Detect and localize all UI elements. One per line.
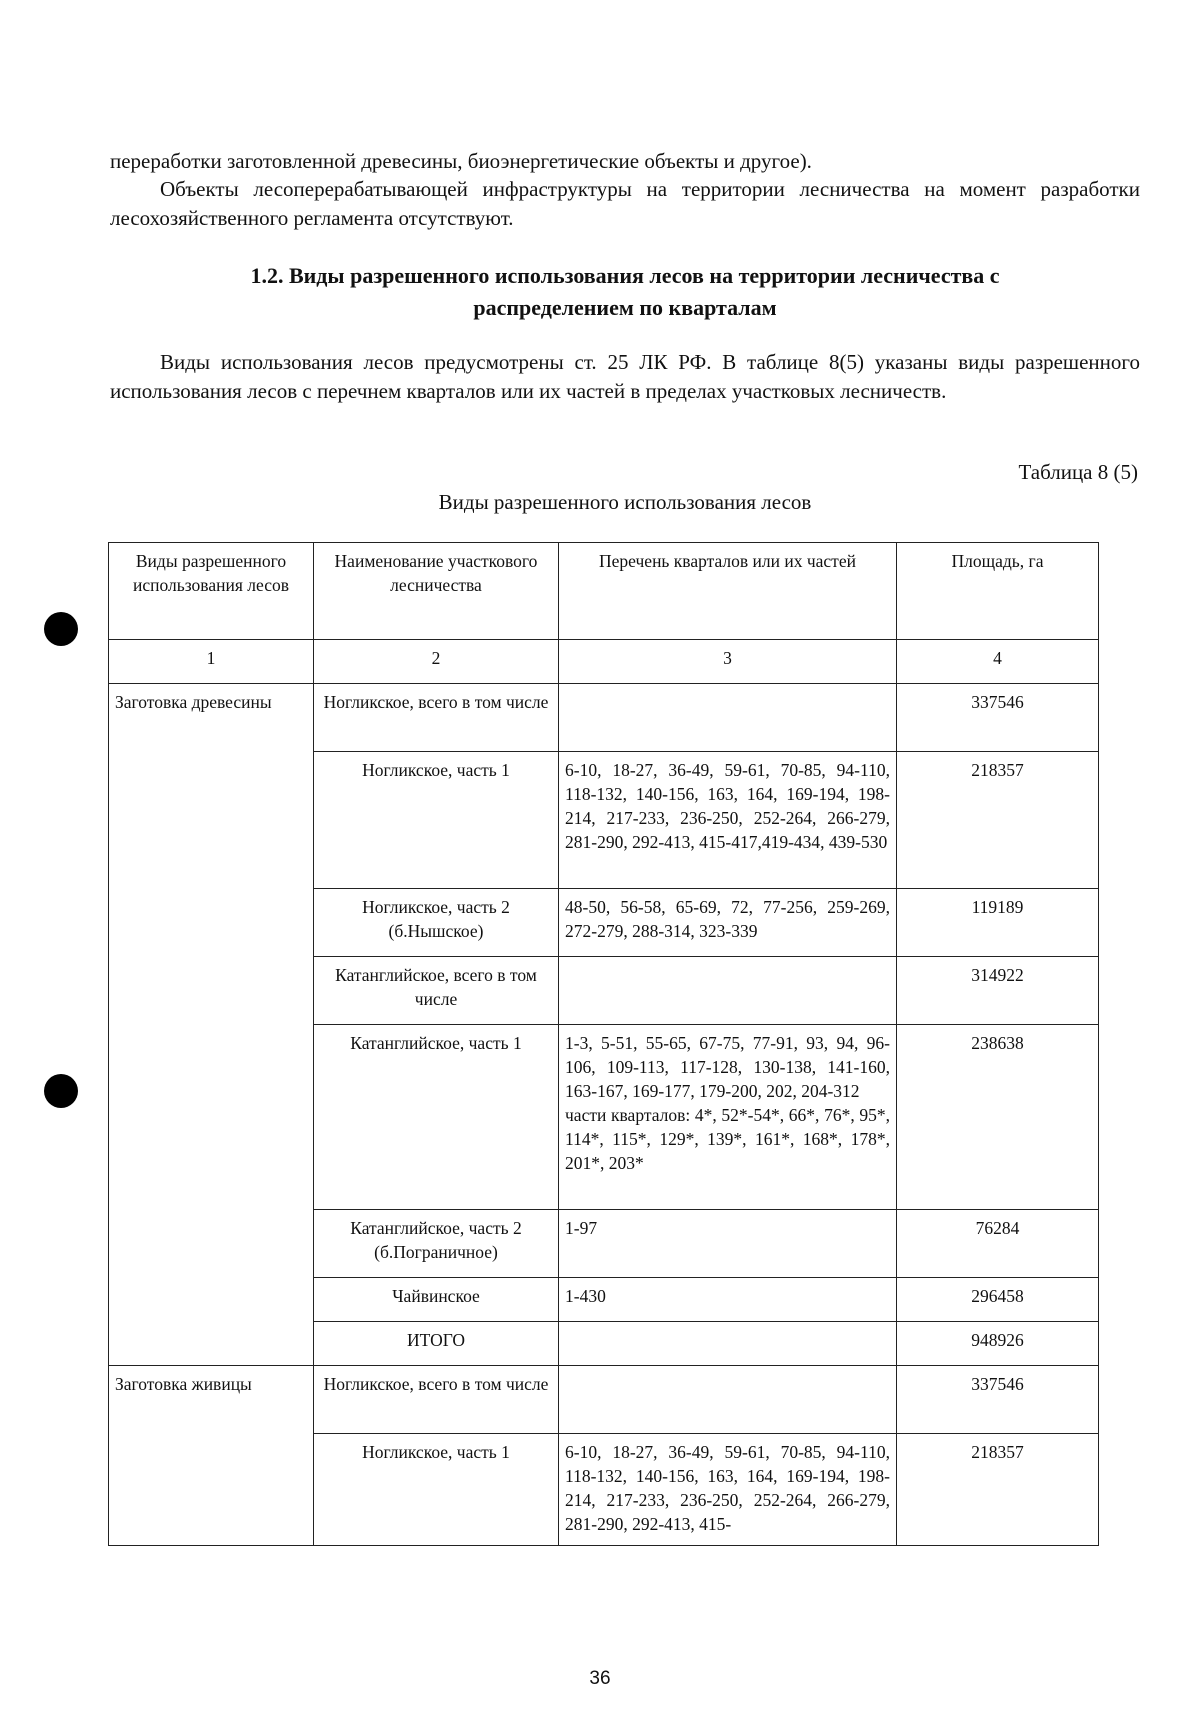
col-number-2: 2 [314, 640, 559, 684]
forestry-name: Катанглийское, часть 2 (б.Пограничное) [314, 1210, 559, 1278]
area-value: 238638 [897, 1025, 1099, 1210]
total-quarters [559, 1322, 897, 1366]
area-value: 314922 [897, 957, 1099, 1025]
forestry-name: Чайвинское [314, 1278, 559, 1322]
header-col1: Виды разрешенного использования лесов [109, 543, 314, 640]
table-caption: Виды разрешенного использования лесов [438, 490, 812, 514]
col-number-4: 4 [897, 640, 1099, 684]
area-value: 337546 [897, 1366, 1099, 1434]
area-value: 296458 [897, 1278, 1099, 1322]
table-header-row [109, 543, 1099, 640]
table-row [109, 684, 1099, 752]
area-value: 337546 [897, 684, 1099, 752]
quarters-cell [559, 1025, 897, 1210]
land-use-table [108, 542, 1099, 1546]
total-area: 948926 [897, 1322, 1099, 1366]
area-value: 218357 [897, 1434, 1099, 1546]
quarters-list [559, 957, 897, 1025]
header-col4: Площадь, га [897, 543, 1099, 640]
quarters-list: 1-430 [559, 1278, 897, 1322]
page-number: 36 [589, 1668, 611, 1689]
quarters-list: 1-97 [559, 1210, 897, 1278]
quarters-list: 48-50, 56-58, 65-69, 72, 77-256, 259-269, 272-279, 288-314, 323-339 [559, 889, 897, 957]
forestry-name: Ногликское, всего в том числе [314, 684, 559, 752]
area-value: 218357 [897, 752, 1099, 889]
section-heading [110, 260, 1140, 324]
punch-hole-top [44, 612, 78, 646]
area-value: 76284 [897, 1210, 1099, 1278]
section-heading-line2: распределением по кварталам [473, 295, 777, 320]
quarters-list [559, 1366, 897, 1434]
quarters-list [559, 684, 897, 752]
table-number: Таблица 8 (5) [1018, 460, 1138, 484]
col-number-1: 1 [109, 640, 314, 684]
area-value: 119189 [897, 889, 1099, 957]
intro-paragraph: Объекты лесоперерабатывающей инфраструктуры на территории лесничества на момент разработки лесохозяйственного регламента отсутствуют. [110, 177, 1140, 230]
header-col2: Наименование участкового лесничества [314, 543, 559, 640]
forestry-name: Ногликское, часть 1 [314, 1434, 559, 1546]
quarters-list: 1-3, 5-51, 55-65, 67-75, 77-91, 93, 94, 96-106, 109-113, 117-128, 130-138, 141-160, 163-167, 169-177, 179-200, 202, 204-312 [565, 1033, 890, 1101]
total-label: ИТОГО [314, 1322, 559, 1366]
punch-hole-bottom [44, 1074, 78, 1108]
forestry-name: Ногликское, всего в том числе [314, 1366, 559, 1434]
use-type-cell: Заготовка живицы [109, 1366, 314, 1546]
section-paragraph: Виды использования лесов предусмотрены ст. 25 ЛК РФ. В таблице 8(5) указаны виды разрешенного использования лесов с перечнем кварталов или их частей в пределах участковых лесничеств. [110, 350, 1140, 403]
column-number-row [109, 640, 1099, 684]
forestry-name: Ногликское, часть 2 (б.Нышское) [314, 889, 559, 957]
section-heading-line1: 1.2. Виды разрешенного использования лесов на территории лесничества с [250, 263, 1000, 288]
header-col3: Перечень кварталов или их частей [559, 543, 897, 640]
forestry-name: Катанглийское, всего в том числе [314, 957, 559, 1025]
quarters-list: 6-10, 18-27, 36-49, 59-61, 70-85, 94-110, 118-132, 140-156, 163, 164, 169-194, 198-214, 217-233, 236-250, 252-264, 266-279, 281-290, 292-413, 415-417,419-434, 439-530 [559, 752, 897, 889]
col-number-3: 3 [559, 640, 897, 684]
use-type-cell: Заготовка древесины [109, 684, 314, 1366]
table-row [109, 1366, 1099, 1434]
quarters-parts: части кварталов: 4*, 52*-54*, 66*, 76*, 95*, 114*, 115*, 129*, 139*, 161*, 168*, 178*, 201*, 203* [565, 1105, 890, 1173]
forestry-name: Ногликское, часть 1 [314, 752, 559, 889]
forestry-name: Катанглийское, часть 1 [314, 1025, 559, 1210]
quarters-list: 6-10, 18-27, 36-49, 59-61, 70-85, 94-110, 118-132, 140-156, 163, 164, 169-194, 198-214, 217-233, 236-250, 252-264, 266-279, 281-290, 292-413, 415- [559, 1434, 897, 1546]
intro-line: переработки заготовленной древесины, биоэнергетические объекты и другое). [110, 149, 812, 173]
